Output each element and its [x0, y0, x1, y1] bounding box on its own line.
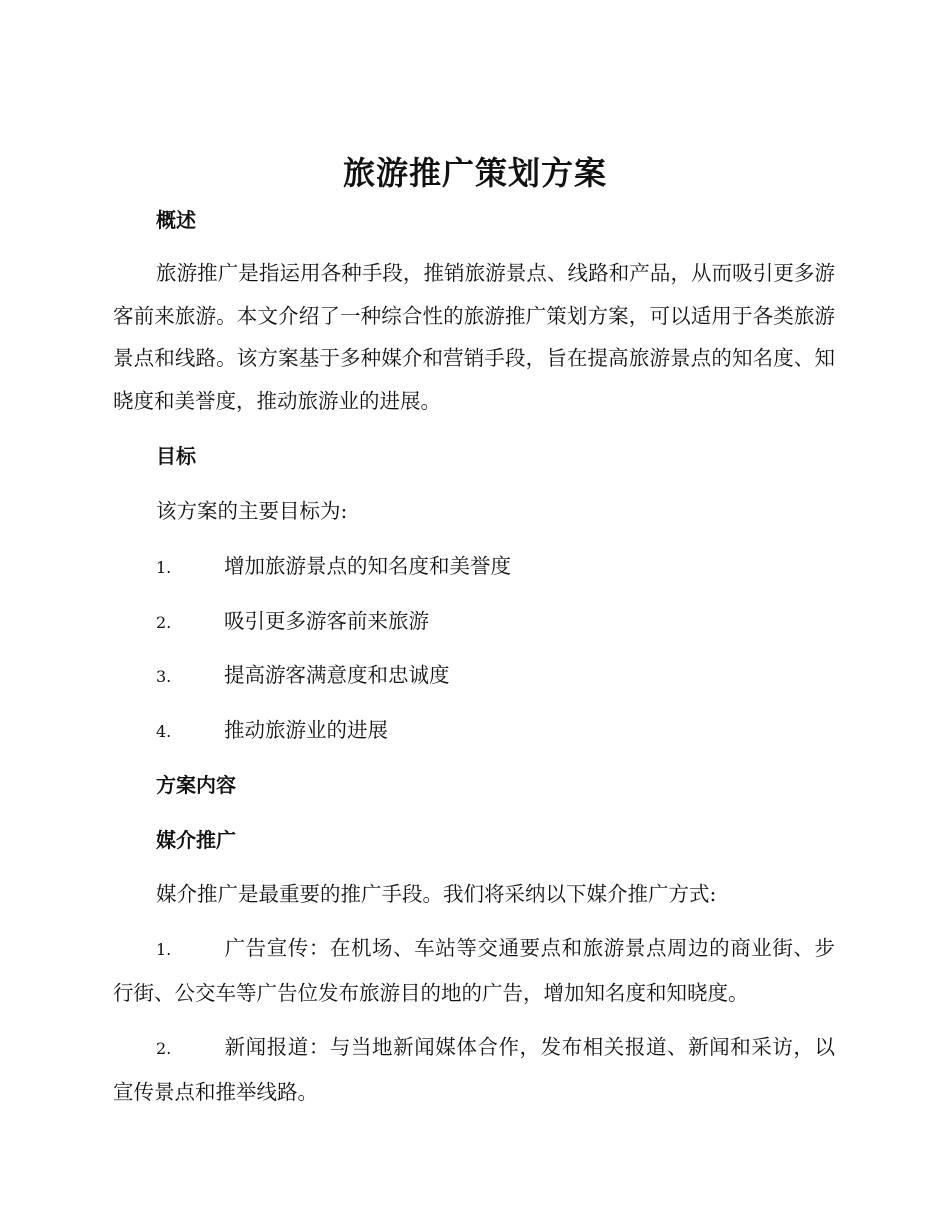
list-item-text: 推动旅游业的进展	[224, 718, 388, 742]
goals-intro: 该方案的主要目标为:	[156, 499, 348, 523]
list-item-text: 广告宣传：在机场、车站等交通要点和旅游景点周边的商业街、步行街、公交车等广告位发布旅游目的地的广告，增加知名度和知晓度。	[113, 936, 835, 1005]
list-item-text: 增加旅游景点的知名度和美誉度	[224, 554, 511, 578]
list-number: 1.	[156, 940, 172, 959]
media-intro: 媒介推广是最重要的推广手段。我们将采纳以下媒介推广方式:	[156, 882, 717, 906]
list-number: 2.	[156, 1039, 172, 1058]
list-number: 4.	[156, 722, 172, 741]
list-item-text: 新闻报道：与当地新闻媒体合作，发布相关报道、新闻和采访，以宣传景点和推举线路。	[113, 1035, 835, 1104]
media-list-item	[113, 1026, 835, 1113]
section-heading-overview: 概述	[156, 208, 196, 232]
goal-list-item	[156, 607, 429, 637]
media-list-item	[113, 927, 835, 1014]
overview-paragraph: 旅游推广是指运用各种手段，推销旅游景点、线路和产品，从而吸引更多游客前来旅游。本文介绍了一种综合性的旅游推广策划方案，可以适用于各类旅游景点和线路。该方案基于多种媒介和营销手段，旨在提高旅游景点的知名度、知晓度和美誉度，推动旅游业的进展。	[113, 261, 835, 413]
list-number: 2.	[156, 613, 172, 632]
goal-list-item	[156, 552, 511, 582]
list-number: 1.	[156, 558, 172, 577]
list-item-text: 提高游客满意度和忠诚度	[224, 663, 450, 687]
section-heading-plan: 方案内容	[156, 773, 236, 797]
list-item-text: 吸引更多游客前来旅游	[224, 609, 429, 633]
section-heading-media: 媒介推广	[156, 828, 236, 852]
goal-list-item	[156, 661, 450, 691]
list-number: 3.	[156, 667, 172, 686]
document-title: 旅游推广策划方案	[342, 154, 607, 192]
goal-list-item	[156, 716, 388, 746]
section-heading-goals: 目标	[156, 444, 196, 468]
